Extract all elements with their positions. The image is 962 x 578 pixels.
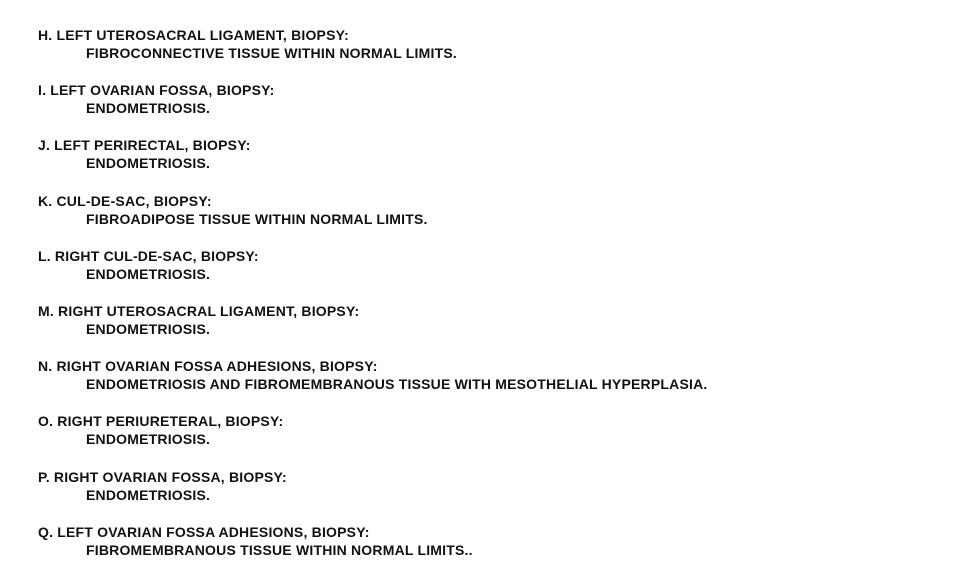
specimen-finding: FIBROMEMBRANOUS TISSUE WITHIN NORMAL LIMITS.. bbox=[86, 541, 473, 558]
specimen-heading: P. RIGHT OVARIAN FOSSA, BIOPSY: bbox=[38, 468, 287, 485]
specimen-heading: O. RIGHT PERIURETERAL, BIOPSY: bbox=[38, 413, 284, 430]
specimen-finding: ENDOMETRIOSIS. bbox=[86, 431, 211, 448]
specimen-finding: ENDOMETRIOSIS. bbox=[86, 265, 211, 282]
specimen-heading: L. RIGHT CUL-DE-SAC, BIOPSY: bbox=[38, 247, 259, 264]
report-entry-h bbox=[38, 26, 938, 81]
report-entry-p bbox=[38, 468, 938, 523]
specimen-finding: ENDOMETRIOSIS. bbox=[86, 320, 211, 337]
specimen-finding: FIBROADIPOSE TISSUE WITHIN NORMAL LIMITS. bbox=[86, 210, 428, 227]
specimen-heading: H. LEFT UTEROSACRAL LIGAMENT, BIOPSY: bbox=[38, 27, 349, 43]
specimen-heading: K. CUL-DE-SAC, BIOPSY: bbox=[38, 192, 212, 209]
report-entry-l bbox=[38, 247, 938, 302]
specimen-heading: I. LEFT OVARIAN FOSSA, BIOPSY: bbox=[38, 82, 275, 99]
pathology-report bbox=[38, 26, 938, 578]
report-entry-m bbox=[38, 302, 938, 357]
specimen-finding: FIBROCONNECTIVE TISSUE WITHIN NORMAL LIMITS. bbox=[86, 45, 457, 61]
report-entry-n bbox=[38, 357, 938, 412]
specimen-heading: M. RIGHT UTEROSACRAL LIGAMENT, BIOPSY: bbox=[38, 302, 360, 319]
specimen-finding: ENDOMETRIOSIS. bbox=[86, 155, 211, 172]
report-entry-i bbox=[38, 81, 938, 136]
report-entry-j bbox=[38, 136, 938, 191]
specimen-heading: J. LEFT PERIRECTAL, BIOPSY: bbox=[38, 137, 251, 154]
specimen-finding: ENDOMETRIOSIS AND FIBROMEMBRANOUS TISSUE WITH MESOTHELIAL HYPERPLASIA. bbox=[86, 376, 708, 393]
specimen-heading: N. RIGHT OVARIAN FOSSA ADHESIONS, BIOPSY: bbox=[38, 358, 378, 375]
report-entry-o bbox=[38, 412, 938, 467]
specimen-heading: Q. LEFT OVARIAN FOSSA ADHESIONS, BIOPSY: bbox=[38, 523, 370, 540]
specimen-finding: ENDOMETRIOSIS. bbox=[86, 486, 211, 503]
report-entry-k bbox=[38, 192, 938, 247]
specimen-finding: ENDOMETRIOSIS. bbox=[86, 100, 211, 117]
